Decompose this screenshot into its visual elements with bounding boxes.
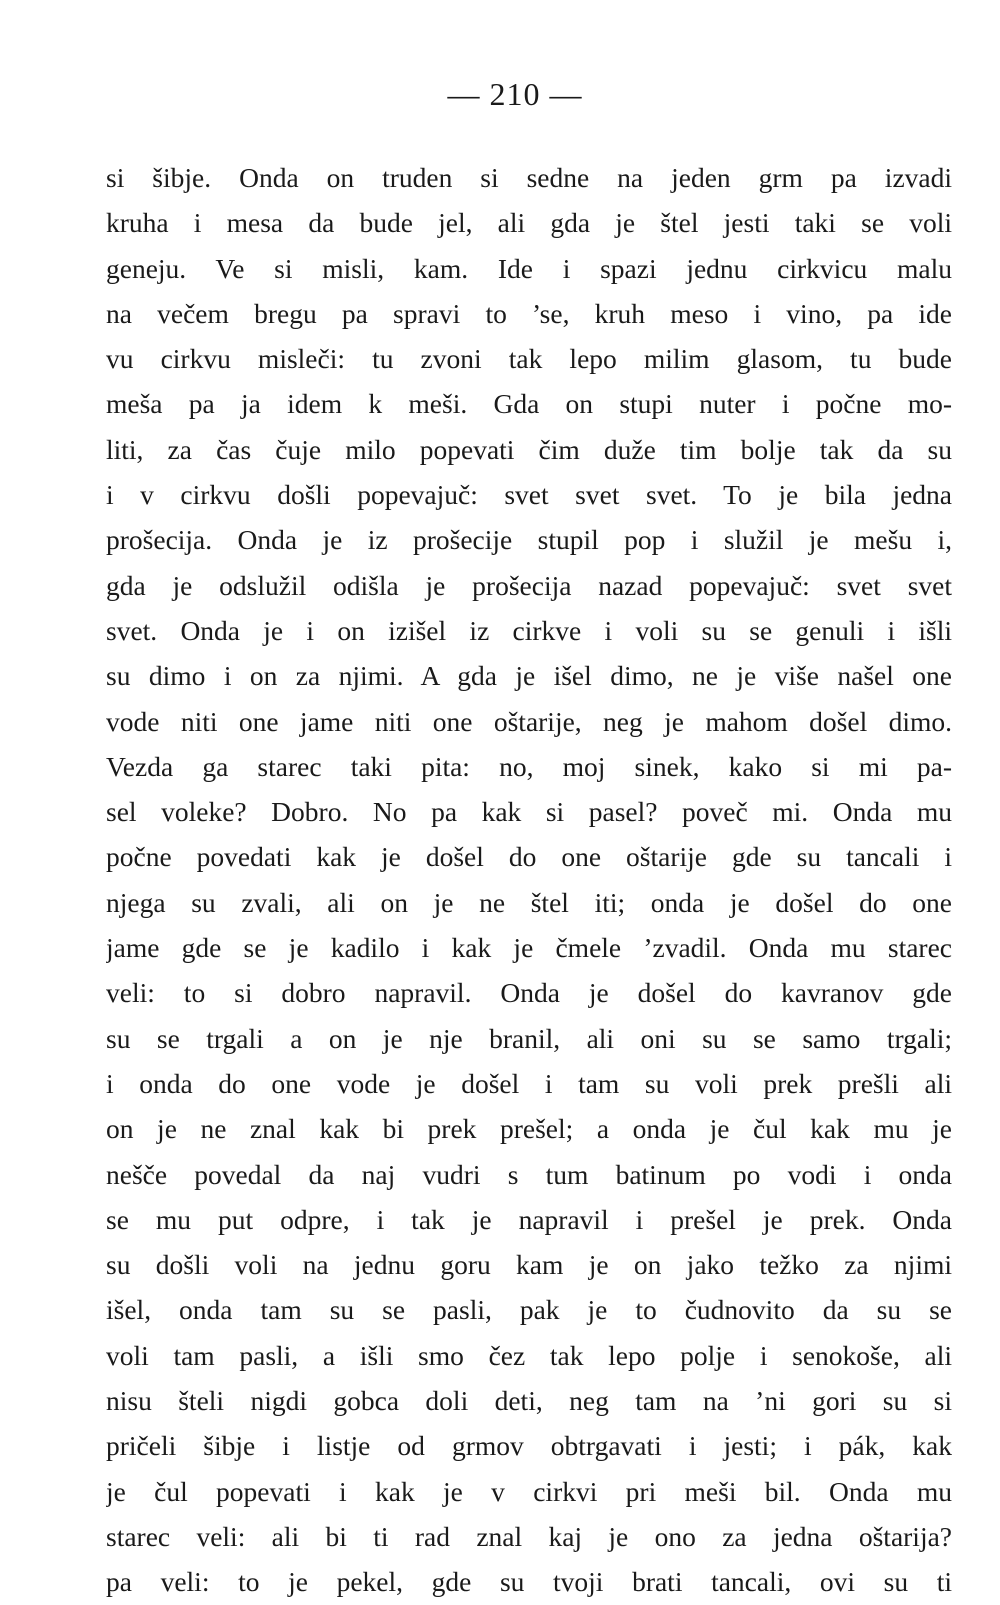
text-line: svet. Onda je i on izišel iz cirkve i voli su se genuli i išli	[106, 614, 952, 646]
text-line: prošecija. Onda je iz prošecije stupil pop i služil je mešu i,	[106, 524, 952, 556]
page-number: — 210 —	[447, 76, 583, 112]
text-line: i v cirkvu došli popevajuč: svet svet svet. To je bila jedna	[106, 479, 952, 511]
text-line: su došli voli na jednu goru kam je on jako težko za njimi	[106, 1249, 952, 1281]
text-line: si šibje. Onda on truden si sedne na jeden grm pa izvadi	[106, 162, 952, 193]
text-line: pričeli šibje i listje od grmov obtrgavati i jesti; i pák, kak	[106, 1430, 952, 1462]
body-text	[106, 155, 952, 1605]
text-line: nisu šteli nigdi gobca doli deti, neg tam na ’ni gori su si	[106, 1385, 952, 1417]
text-line: je čul popevati i kak je v cirkvi pri meši bil. Onda mu	[106, 1475, 952, 1507]
text-line: voli tam pasli, a išli smo čez tak lepo polje i senokoše, ali	[106, 1339, 952, 1371]
text-line: meša pa ja idem k meši. Gda on stupi nuter i počne mo-	[106, 388, 952, 420]
text-line: veli: to si dobro napravil. Onda je došel do kavranov gde	[106, 977, 952, 1009]
text-line: kruha i mesa da bude jel, ali gda je štel jesti taki se voli	[106, 207, 952, 239]
text-line: on je ne znal kak bi prek prešel; a onda je čul kak mu je	[106, 1113, 952, 1145]
text-line: pa veli: to je pekel, gde su tvoji brati tancali, ovi su ti	[106, 1566, 952, 1598]
text-line: liti, za čas čuje milo popevati čim duže tim bolje tak da su	[106, 433, 952, 465]
text-line: geneju. Ve si misli, kam. Ide i spazi jednu cirkvicu malu	[106, 252, 952, 284]
text-line: sel voleke? Dobro. No pa kak si pasel? poveč mi. Onda mu	[106, 796, 952, 828]
text-line: su se trgali a on je nje branil, ali oni su se samo trgali;	[106, 1022, 952, 1054]
text-line: njega su zvali, ali on je ne štel iti; onda je došel do one	[106, 886, 952, 918]
text-line: starec veli: ali bi ti rad znal kaj je ono za jedna oštarija?	[106, 1520, 952, 1552]
text-line: jame gde se je kadilo i kak je čmele ’zvadil. Onda mu starec	[106, 932, 952, 964]
text-line: su dimo i on za njimi. A gda je išel dimo, ne je više našel one	[106, 660, 952, 692]
text-line: vu cirkvu misleči: tu zvoni tak lepo milim glasom, tu bude	[106, 343, 952, 375]
text-line: išel, onda tam su se pasli, pak je to čudnovito da su se	[106, 1294, 952, 1326]
text-line: gda je odslužil odišla je prošecija nazad popevajuč: svet svet	[106, 569, 952, 601]
text-line: Vezda ga starec taki pita: no, moj sinek, kako si mi pa-	[106, 750, 952, 782]
text-line: nešče povedal da naj vudri s tum batinum po vodi i onda	[106, 1158, 952, 1190]
text-line: počne povedati kak je došel do one oštarije gde su tancali i	[106, 841, 952, 873]
text-line: na večem bregu pa spravi to ’se, kruh meso i vino, pa ide	[106, 297, 952, 329]
text-line: i onda do one vode je došel i tam su voli prek prešli ali	[106, 1067, 952, 1099]
text-line: se mu put odpre, i tak je napravil i prešel je prek. Onda	[106, 1203, 952, 1235]
text-line: vode niti one jame niti one oštarije, neg je mahom došel dimo.	[106, 705, 952, 737]
